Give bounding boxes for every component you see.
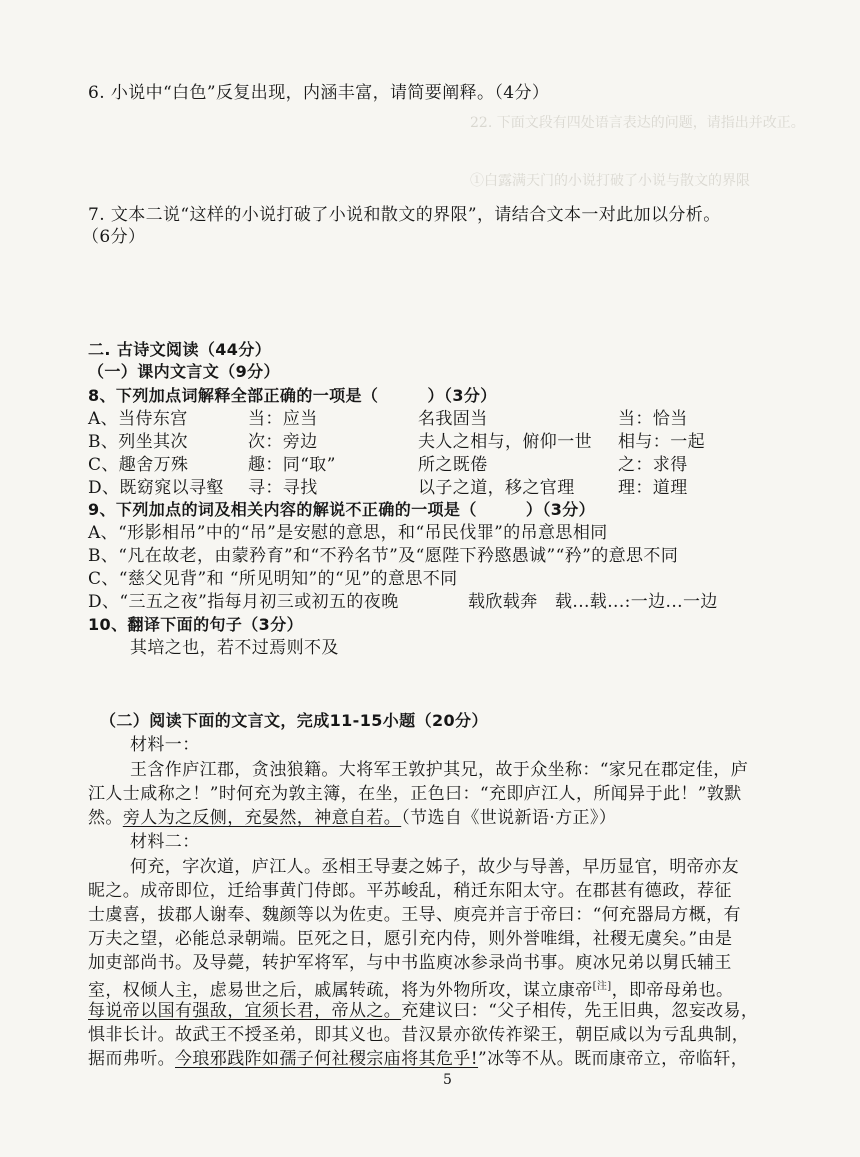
underlined-sentence: 今琅邪践阼如孺子何社稷宗庙将其危乎! — [175, 1049, 479, 1069]
q9-option-b: B、“凡在故老，由蒙矜育”和“不矜名节”及“愿陛下矜愍愚诚”“矜”的意思不同 — [88, 546, 679, 566]
material-2-line: 据而弗听。今琅邪践阼如孺子何社稷宗庙将其危乎!”冰等不从。既而康帝立，帝临轩， — [88, 1049, 749, 1069]
material-2-line: 何充，字次道，庐江人。丞相王导妻之姊子，故少与导善，早历显官，明帝亦友 — [130, 857, 739, 877]
material-2-line: 加吏部尚书。及导薨，转护军将军，与中书监庾冰参录尚书事。庾冰兄弟以舅氏辅王 — [88, 953, 732, 973]
subsection-title: （一）课内文言文（9分） — [88, 362, 280, 381]
exam-page: 22. 下面文段有四处语言表达的问题，请指出并改正。 ①白露满天门的小说打破了小说与散文的界限 6. 小说中“白色”反复出现，内涵丰富，请简要阐释。（4分） 7. 文本二说“这样的小说打破了小说和散文的界限”，请结合文本一对此加以分析。 （6分） 二. 古诗文阅读（44分） （一）课内文言文（9分） 8、下列加点词解释全部正确的一项是（ ）（3分） A、当侍东宫 当：应当 名我固当 当：恰当 B、列坐其次 次：旁边 夫人之相与，俯仰一世 相与：一起 C、趣舍万殊 趣：同“取” 所之既倦 之：求得 D、既窈窕以寻壑 寻：寻找 以子之道，移之官理 理：道理 9、下列加点的词及相关内容的解说不正确的一项是（ ）（3分） A、“形影相吊”中的“吊”是安慰的意思，和“吊民伐罪”的吊意思相同 B、“凡在故老，由蒙矜育”和“不矜名节”及“愿陛下矜愍愚诚”“矜”的意思不同 C、“慈父见背”和 “所见明知”的“见”的意思不同 D、“三五之夜”指每月初三或初五的夜晚 载欣载奔 载...载...:一边...一边 10、翻译下面的句子（3分） 其培之也，若不过焉则不及 （二）阅读下面的文言文，完成11-15小题（20分） 材料一： 王含作庐江郡，贪浊狼籍。大将军王敦护其兄，故于众坐称：“家兄在郡定佳，庐 江人士咸称之！”时何充为敦主簿，在坐，正色曰：“充即庐江人，所闻异于此！”敦默 然。旁人为之反侧，充晏然，神意自若。（节选自《世说新语·方正》） 材料二： 何充，字次道，庐江人。丞相王导妻之姊子，故少与导善，早历显官，明帝亦友 昵之。成帝即位，迁给事黄门侍郎。平苏峻乱，稍迁东阳太守。在郡甚有德政，荐征 士虞喜，拔郡人谢奉、魏颜等以为佐吏。王导、庾亮并言于帝曰：“何充器局方概，有 万夫之望，必能总录朝端。臣死之日，愿引充内侍，则外誉唯缉，社稷无虞矣。”由是 加吏部尚书。及导薨，转护军将军，与中书监庾冰参录尚书事。庾冰兄弟以舅氏辅王 室，权倾人主，虑易世之后，戚属转疏，将为外物所攻，谋立康帝[注]，即帝母弟也。 每说帝以国有强敌，宜须长君，帝从之。充建议曰：“父子相传，先王旧典，忽妄改易， 惧非长计。故武王不授圣弟，即其义也。昔汉景亦欲传祚梁王，朝臣咸以为亏乱典制， 据而弗听。今琅邪践阼如孺子何社稷宗庙将其危乎!”冰等不从。既而康帝立，帝临轩， 5 — [82, 83, 805, 1088]
page-number: 5 — [443, 1072, 452, 1088]
bleed-through-text: 22. 下面文段有四处语言表达的问题，请指出并改正。 — [470, 115, 805, 131]
material-2-label: 材料二： — [130, 832, 200, 852]
question-8-stem: 8、下列加点词解释全部正确的一项是（ ）（3分） — [88, 386, 497, 405]
question-9-stem: 9、下列加点的词及相关内容的解说不正确的一项是（ ）（3分） — [88, 500, 596, 519]
q10-sentence: 其培之也，若不过焉则不及 — [130, 638, 339, 658]
question-7-line2: （6分） — [82, 227, 146, 247]
underlined-sentence: 每说帝以国有强敌，宜须长君，帝从之。 — [88, 1001, 402, 1021]
material-2-line: 万夫之望，必能总录朝端。臣死之日，愿引充内侍，则外誉唯缉，社稷无虞矣。”由是 — [88, 929, 733, 949]
section-title: 二. 古诗文阅读（44分） — [88, 340, 272, 359]
question-7-line1: 7. 文本二说“这样的小说打破了小说和散文的界限”，请结合文本一对此加以分析。 — [88, 205, 721, 225]
material-2-line: 室，权倾人主，虑易世之后，戚属转疏，将为外物所攻，谋立康帝[注]，即帝母弟也。 — [88, 980, 734, 1001]
material-1-label: 材料一： — [130, 735, 200, 755]
question-10-stem: 10、翻译下面的句子（3分） — [88, 615, 303, 634]
footnote-marker: [注] — [592, 981, 612, 992]
material-2-line: 士虞喜，拔郡人谢奉、魏颜等以为佐吏。王导、庾亮并言于帝曰：“何充器局方概，有 — [88, 905, 741, 925]
underlined-sentence: 旁人为之反侧，充晏然，神意自若。 — [122, 808, 402, 828]
part2-title: （二）阅读下面的文言文，完成11-15小题（20分） — [100, 711, 488, 730]
question-6: 6. 小说中“白色”反复出现，内涵丰富，请简要阐释。（4分） — [88, 83, 550, 103]
material-1-line: 江人士咸称之！”时何充为敦主簿，在坐，正色曰：“充即庐江人，所闻异于此！”敦默 — [88, 784, 742, 804]
bleed-through-text: ①白露满天门的小说打破了小说与散文的界限 — [470, 173, 750, 189]
material-1-line: 然。旁人为之反侧，充晏然，神意自若。（节选自《世说新语·方正》） — [88, 808, 617, 828]
material-2-line: 昵之。成帝即位，迁给事黄门侍郎。平苏峻乱，稍迁东阳太守。在郡甚有德政，荐征 — [88, 881, 732, 901]
material-1-line: 王含作庐江郡，贪浊狼籍。大将军王敦护其兄，故于众坐称：“家兄在郡定佳，庐 — [130, 760, 749, 780]
material-2-line: 每说帝以国有强敌，宜须长君，帝从之。充建议曰：“父子相传，先王旧典，忽妄改易， — [88, 1001, 759, 1021]
material-2-line: 惧非长计。故武王不授圣弟，即其义也。昔汉景亦欲传祚梁王，朝臣咸以为亏乱典制， — [88, 1025, 750, 1045]
q9-option-c: C、“慈父见背”和 “所见明知”的“见”的意思不同 — [88, 569, 458, 589]
q9-option-a: A、“形影相吊”中的“吊”是安慰的意思，和“吊民伐罪”的吊意思相同 — [88, 523, 608, 543]
